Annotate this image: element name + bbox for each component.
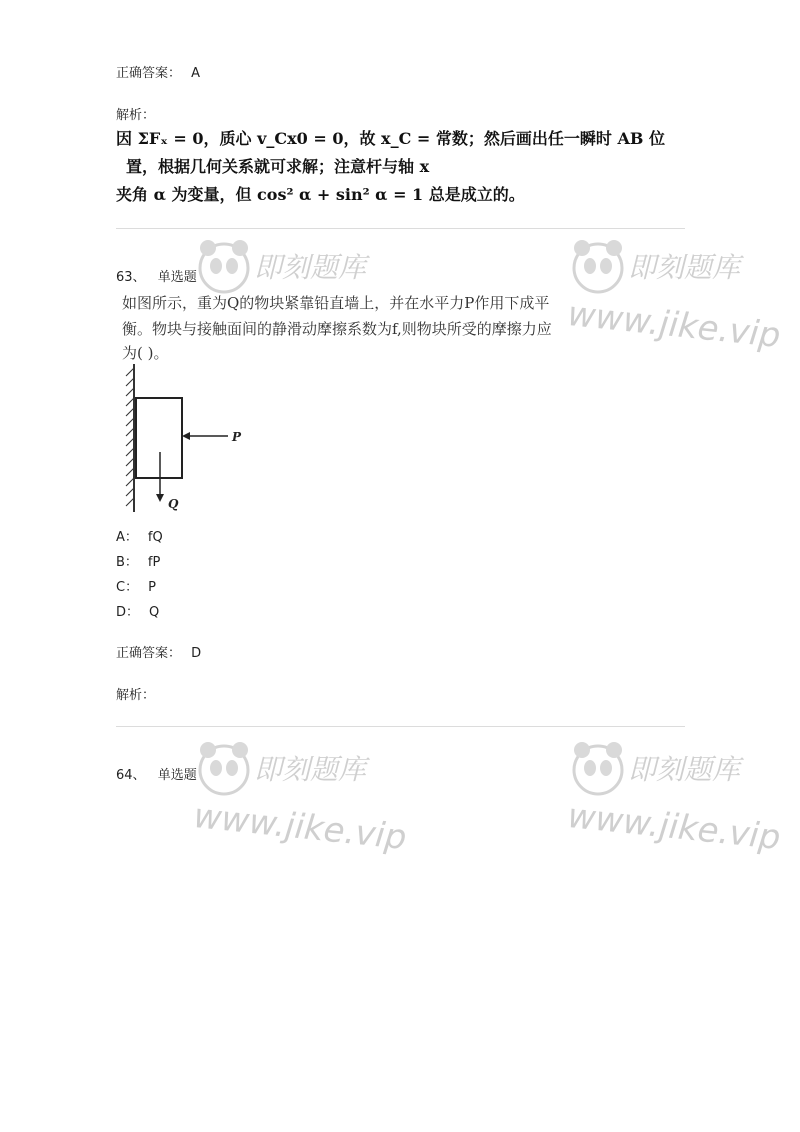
q62-analysis-line3: 夹角 α 为变量，但 cos² α + sin² α = 1 总是成立的。 — [116, 185, 525, 204]
label-q: Q — [168, 497, 179, 511]
watermark — [191, 740, 426, 890]
q64-number: 64、 — [116, 768, 146, 783]
watermark-url: www.jike.vip — [565, 294, 783, 357]
q63-figure — [120, 362, 260, 514]
watermark-brand: 即刻题库 — [628, 753, 741, 786]
q62-answer-value: A — [191, 66, 201, 81]
q63-answer — [116, 642, 201, 661]
divider — [116, 228, 685, 229]
q63-stem-line2: 衡。物块与接触面间的静滑动摩擦系数为f,则物块所受的摩擦力应 — [122, 320, 552, 338]
panda-logo-icon — [196, 238, 252, 298]
q64-type: 单选题 — [157, 768, 197, 783]
watermark — [565, 740, 783, 890]
watermark-brand: 即刻题库 — [254, 251, 367, 284]
watermark-brand: 即刻题库 — [254, 753, 367, 786]
q62-answer — [116, 62, 200, 81]
q63-answer-value: D — [191, 646, 202, 661]
q63-stem-line1: 如图所示，重为Q的物块紧靠铅直墙上，并在水平力P作用下成平 — [122, 294, 550, 312]
panda-logo-icon — [570, 740, 626, 800]
watermark-brand: 即刻题库 — [628, 251, 741, 284]
wall-hatching — [126, 364, 134, 512]
q63-header — [116, 266, 197, 285]
q63-answer-label: 正确答案： — [116, 646, 182, 661]
watermark-url: www.jike.vip — [191, 796, 409, 859]
panda-logo-icon — [196, 740, 252, 800]
q63-option-b[interactable] — [116, 551, 160, 570]
panda-logo-icon — [570, 238, 626, 298]
q62-analysis-label: 解析： — [116, 108, 156, 123]
q63-stem-line3: 为( )。 — [122, 344, 169, 362]
option-text: P — [148, 580, 156, 595]
q62-answer-label: 正确答案： — [116, 66, 182, 81]
option-key: B： — [116, 555, 138, 570]
option-key: A： — [116, 530, 138, 545]
q63-option-a[interactable] — [116, 526, 163, 545]
block — [136, 398, 182, 478]
q63-type: 单选题 — [157, 270, 197, 285]
q62-analysis-line1: 因 ΣFₓ = 0，质心 v_Cx0 = 0，故 x_C = 常数；然后画出任一瞬时 AB 位 — [116, 129, 665, 148]
watermark — [565, 238, 783, 357]
option-key: C： — [116, 580, 139, 595]
q62-analysis-line2: 置，根据几何关系就可求解；注意杆与轴 x — [126, 157, 430, 176]
label-p: P — [232, 430, 242, 444]
option-text: fP — [147, 555, 161, 570]
option-key: D： — [116, 605, 140, 620]
q63-analysis-label: 解析： — [116, 688, 156, 703]
force-p-arrow — [182, 432, 228, 440]
q63-number: 63、 — [116, 270, 146, 285]
option-text: Q — [149, 605, 160, 620]
q63-option-d[interactable] — [116, 601, 159, 620]
watermark-url: www.jike.vip — [565, 796, 783, 859]
q64-header — [116, 764, 197, 783]
divider — [116, 726, 685, 727]
q63-option-c[interactable] — [116, 576, 156, 595]
option-text: fQ — [147, 530, 163, 545]
